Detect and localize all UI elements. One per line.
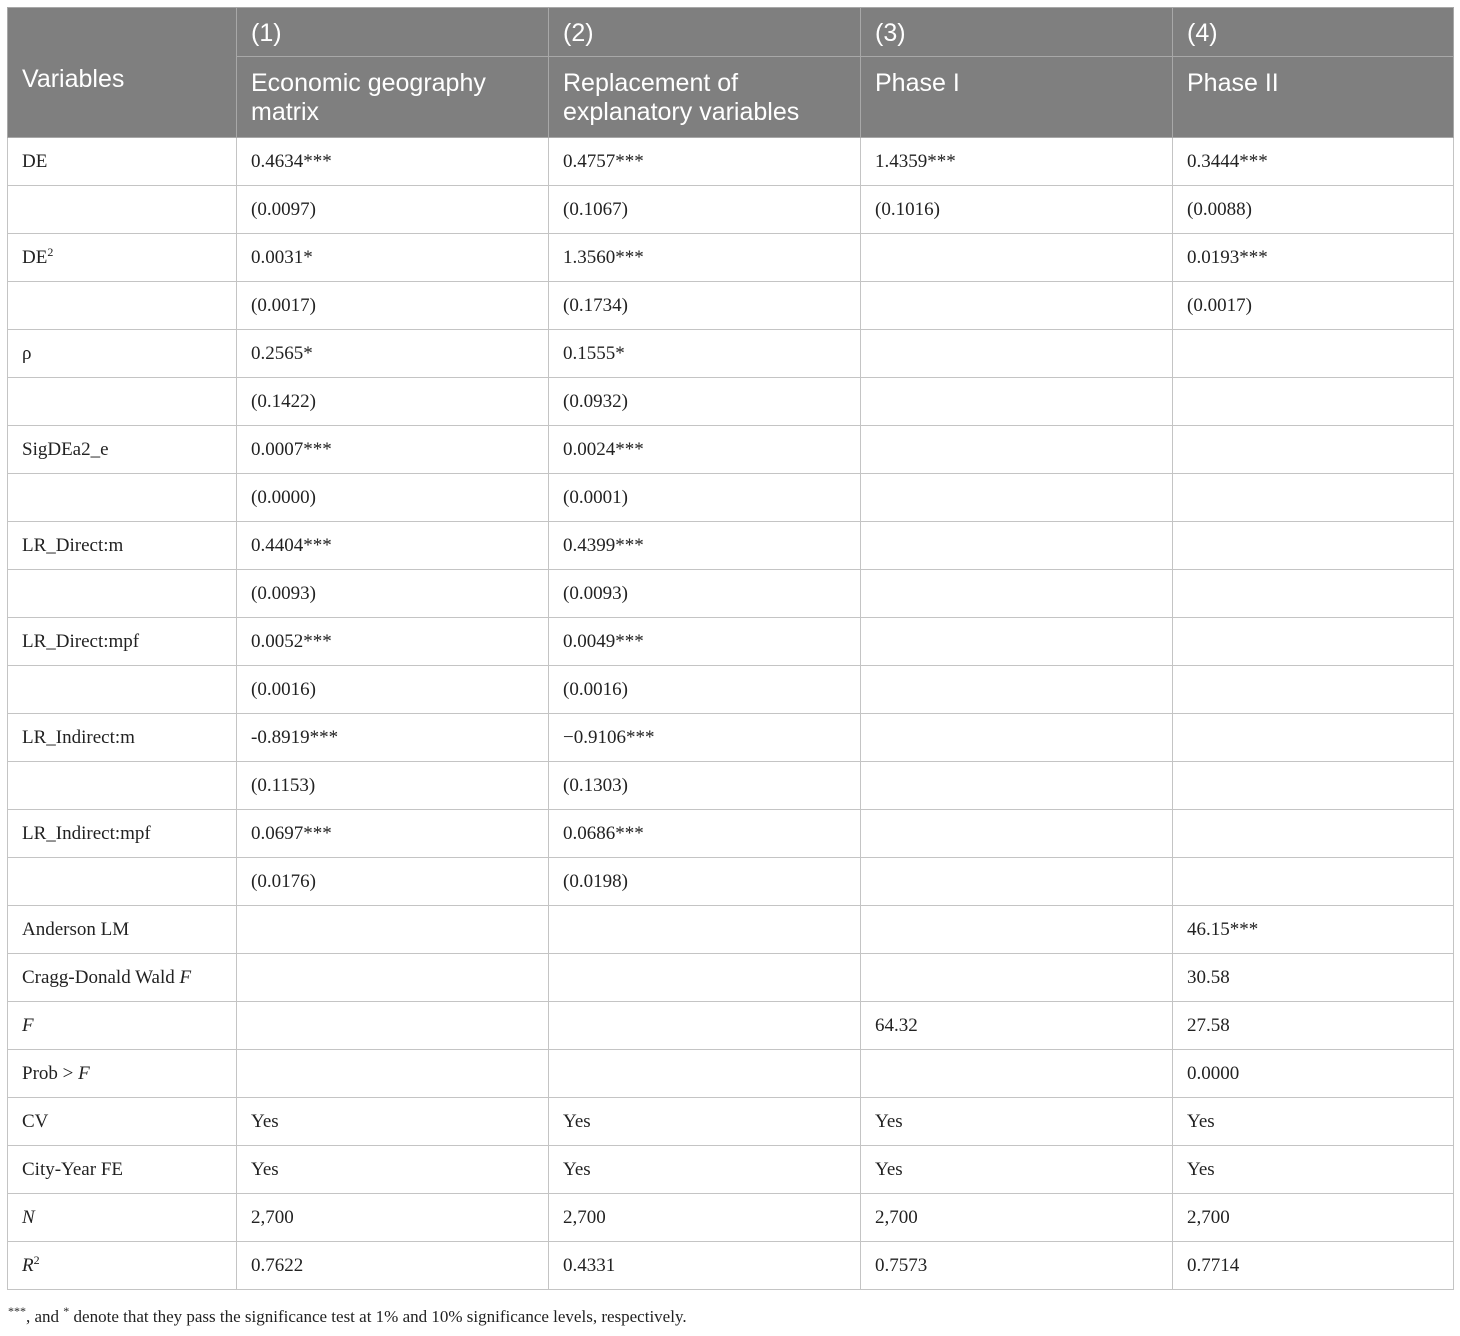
table-row: [8, 426, 1454, 474]
table-row: [8, 138, 1454, 186]
cell: [861, 378, 1173, 426]
cell: 0.0686***: [549, 810, 861, 858]
cell: (0.0093): [237, 570, 549, 618]
cell: 0.7714: [1173, 1242, 1454, 1290]
col-3-number: (3): [861, 8, 1173, 57]
cell: [549, 1050, 861, 1098]
cell: [861, 618, 1173, 666]
cell: [549, 954, 861, 1002]
cell: [861, 666, 1173, 714]
table-row: [8, 810, 1454, 858]
cell: 0.7622: [237, 1242, 549, 1290]
cell: [549, 1002, 861, 1050]
col-2-title: Replacement of explanatory variables: [549, 57, 861, 138]
cell: (0.0017): [1173, 282, 1454, 330]
cell: 30.58: [1173, 954, 1454, 1002]
row-label: LR_Indirect:m: [8, 714, 237, 762]
cell: [861, 1050, 1173, 1098]
cell: (0.0097): [237, 186, 549, 234]
cell: 0.4331: [549, 1242, 861, 1290]
row-label: [8, 570, 237, 618]
cell: [861, 762, 1173, 810]
cell: 0.0031*: [237, 234, 549, 282]
cell: Yes: [237, 1098, 549, 1146]
cell: 0.4634***: [237, 138, 549, 186]
cell: (0.1734): [549, 282, 861, 330]
table-row: [8, 1050, 1454, 1098]
cell: Yes: [549, 1146, 861, 1194]
cell: 0.1555*: [549, 330, 861, 378]
table-row: [8, 1146, 1454, 1194]
row-label: LR_Indirect:mpf: [8, 810, 237, 858]
cell: (0.1153): [237, 762, 549, 810]
cell: [861, 522, 1173, 570]
cell: [237, 1050, 549, 1098]
cell: 2,700: [549, 1194, 861, 1242]
cell: 0.3444***: [1173, 138, 1454, 186]
row-label: [8, 666, 237, 714]
cell: [861, 858, 1173, 906]
col-1-number: (1): [237, 8, 549, 57]
cell: [1173, 570, 1454, 618]
cell: (0.1016): [861, 186, 1173, 234]
cell: 0.7573: [861, 1242, 1173, 1290]
regression-table-container: [7, 7, 1453, 1290]
cell: [1173, 810, 1454, 858]
table-row: [8, 858, 1454, 906]
col-1-title: Economic geography matrix: [237, 57, 549, 138]
cell: [861, 810, 1173, 858]
cell: [1173, 378, 1454, 426]
row-label: LR_Direct:m: [8, 522, 237, 570]
cell: (0.0000): [237, 474, 549, 522]
table-row: [8, 378, 1454, 426]
cell: 0.0193***: [1173, 234, 1454, 282]
table-header: [8, 8, 1454, 138]
cell: 1.4359***: [861, 138, 1173, 186]
cell: [1173, 618, 1454, 666]
row-label: CV: [8, 1098, 237, 1146]
cell: Yes: [861, 1146, 1173, 1194]
col-4-number: (4): [1173, 8, 1454, 57]
cell: (0.0001): [549, 474, 861, 522]
cell: [861, 954, 1173, 1002]
row-label: F: [8, 1002, 237, 1050]
col-2-number: (2): [549, 8, 861, 57]
table-body: [8, 138, 1454, 1290]
cell: Yes: [861, 1098, 1173, 1146]
cell: [861, 426, 1173, 474]
col-4-title: Phase II: [1173, 57, 1454, 138]
row-label: City-Year FE: [8, 1146, 237, 1194]
cell: (0.1303): [549, 762, 861, 810]
cell: (0.1067): [549, 186, 861, 234]
row-label: ρ: [8, 330, 237, 378]
cell: (0.0088): [1173, 186, 1454, 234]
cell: (0.0932): [549, 378, 861, 426]
cell: (0.0016): [549, 666, 861, 714]
cell: [1173, 474, 1454, 522]
cell: [1173, 762, 1454, 810]
cell: (0.1422): [237, 378, 549, 426]
row-label: [8, 474, 237, 522]
cell: 0.0007***: [237, 426, 549, 474]
cell: 0.4757***: [549, 138, 861, 186]
cell: [1173, 522, 1454, 570]
table-row: [8, 186, 1454, 234]
row-label: [8, 858, 237, 906]
cell: (0.0176): [237, 858, 549, 906]
cell: 0.0052***: [237, 618, 549, 666]
cell: [237, 954, 549, 1002]
row-label: LR_Direct:mpf: [8, 618, 237, 666]
table-row: [8, 666, 1454, 714]
row-label: Cragg-Donald Wald F: [8, 954, 237, 1002]
cell: 2,700: [1173, 1194, 1454, 1242]
footnote-symbol-1: ***: [8, 1304, 26, 1318]
row-label: [8, 378, 237, 426]
cell: [549, 906, 861, 954]
table-row: [8, 618, 1454, 666]
row-label: DE: [8, 138, 237, 186]
row-label: $R^2$: [8, 1242, 237, 1290]
regression-table: [7, 7, 1454, 1290]
cell: 0.2565*: [237, 330, 549, 378]
cell: Yes: [549, 1098, 861, 1146]
cell: Yes: [1173, 1098, 1454, 1146]
cell: Yes: [1173, 1146, 1454, 1194]
table-row: [8, 570, 1454, 618]
cell: (0.0093): [549, 570, 861, 618]
cell: [1173, 714, 1454, 762]
cell: [237, 1002, 549, 1050]
cell: 0.4404***: [237, 522, 549, 570]
table-row: [8, 474, 1454, 522]
cell: [861, 906, 1173, 954]
table-row: [8, 1002, 1454, 1050]
cell: 2,700: [237, 1194, 549, 1242]
cell: 27.58: [1173, 1002, 1454, 1050]
variables-header: Variables: [8, 8, 237, 138]
footnote-symbol-2: *: [63, 1304, 70, 1318]
table-row: [8, 906, 1454, 954]
cell: 0.0024***: [549, 426, 861, 474]
table-row: [8, 762, 1454, 810]
cell: [237, 906, 549, 954]
row-label: N: [8, 1194, 237, 1242]
table-row: [8, 714, 1454, 762]
table-row: [8, 1242, 1454, 1290]
cell: [1173, 666, 1454, 714]
cell: Yes: [237, 1146, 549, 1194]
cell: [861, 714, 1173, 762]
row-label: SigDEa2_e: [8, 426, 237, 474]
table-row: [8, 282, 1454, 330]
table-row: [8, 1194, 1454, 1242]
table-row: [8, 1098, 1454, 1146]
table-row: [8, 234, 1454, 282]
cell: 2,700: [861, 1194, 1173, 1242]
header-row-numbers: [8, 8, 1454, 57]
row-label: $DE^2$: [8, 234, 237, 282]
cell: [1173, 426, 1454, 474]
cell: [861, 570, 1173, 618]
cell: 46.15***: [1173, 906, 1454, 954]
cell: 0.4399***: [549, 522, 861, 570]
row-label: Prob > F: [8, 1050, 237, 1098]
cell: 64.32: [861, 1002, 1173, 1050]
cell: [1173, 330, 1454, 378]
row-label: [8, 762, 237, 810]
row-label: [8, 186, 237, 234]
table-row: [8, 954, 1454, 1002]
cell: -0.8919***: [237, 714, 549, 762]
cell: −0.9106***: [549, 714, 861, 762]
cell: [861, 282, 1173, 330]
cell: [1173, 858, 1454, 906]
table-row: [8, 330, 1454, 378]
row-label: Anderson LM: [8, 906, 237, 954]
table-row: [8, 522, 1454, 570]
cell: 1.3560***: [549, 234, 861, 282]
row-label: [8, 282, 237, 330]
table-footnote: ***, and * denote that they pass the significance test at 1% and 10% significance levels, respectively.: [8, 1304, 687, 1326]
cell: 0.0049***: [549, 618, 861, 666]
cell: (0.0017): [237, 282, 549, 330]
cell: 0.0697***: [237, 810, 549, 858]
cell: [861, 474, 1173, 522]
cell: [861, 234, 1173, 282]
cell: 0.0000: [1173, 1050, 1454, 1098]
col-3-title: Phase I: [861, 57, 1173, 138]
cell: [861, 330, 1173, 378]
cell: (0.0198): [549, 858, 861, 906]
cell: (0.0016): [237, 666, 549, 714]
